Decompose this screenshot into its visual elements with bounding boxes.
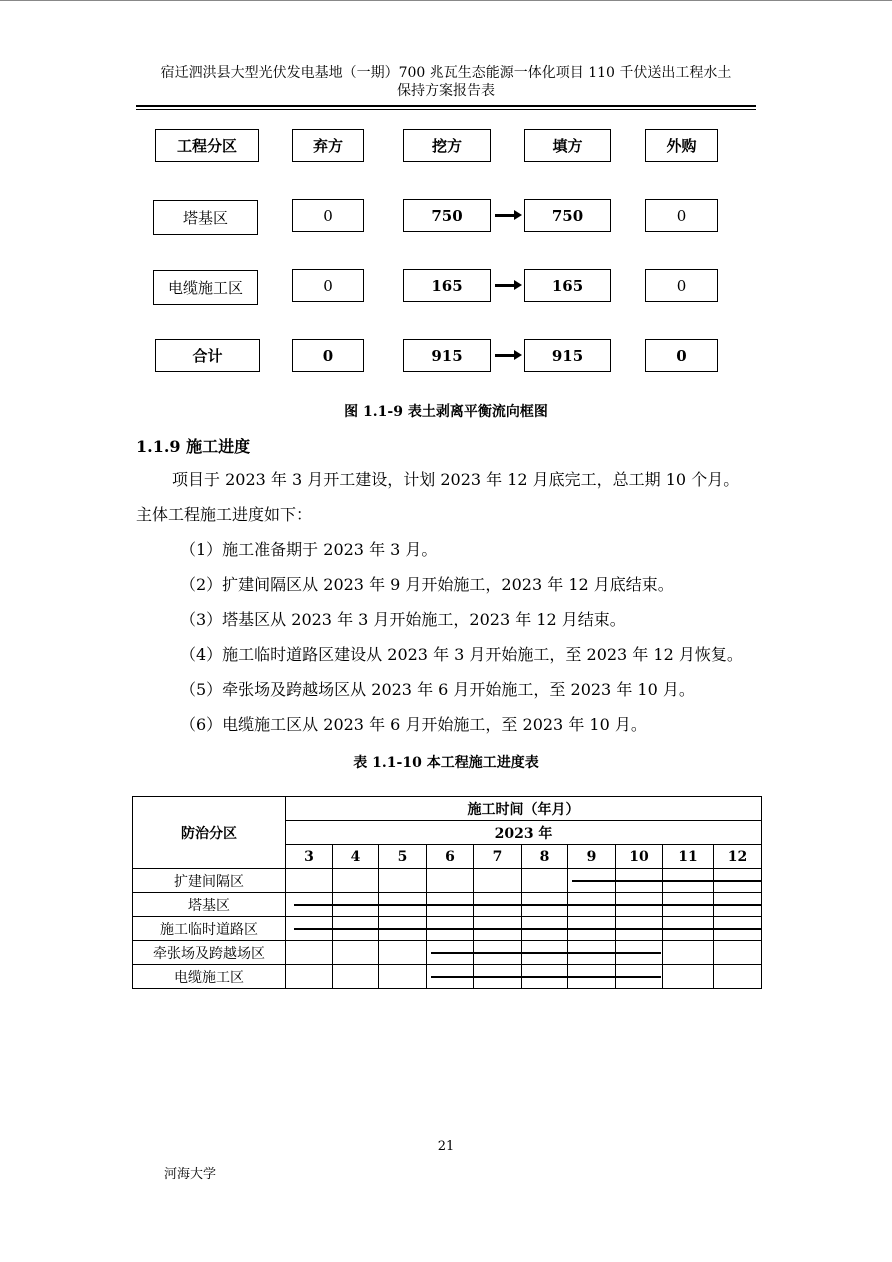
month-header: 10: [616, 845, 663, 869]
zone-name: 塔基区: [133, 893, 286, 917]
month-header: 8: [522, 845, 568, 869]
flow-waigou-cell: 0: [645, 339, 718, 372]
top-border: [0, 0, 892, 1]
zone-name: 牵张场及跨越场区: [133, 941, 286, 965]
flow-area-cell: 电缆施工区: [153, 270, 258, 305]
flow-wafang-cell: 750: [403, 199, 491, 232]
zone-name: 施工临时道路区: [133, 917, 286, 941]
month-header: 7: [474, 845, 522, 869]
list-item: （1）施工准备期于 2023 年 3 月。: [180, 540, 438, 559]
list-item: （5）牵张场及跨越场区从 2023 年 6 月开始施工，至 2023 年 10 月。: [180, 680, 695, 699]
running-header: [136, 64, 756, 100]
flow-wafang-cell: 165: [403, 269, 491, 302]
list-item: （3）塔基区从 2023 年 3 月开始施工，2023 年 12 月结束。: [180, 610, 626, 629]
flow-tianfang-cell: 165: [524, 269, 611, 302]
flow-arrow: [495, 284, 515, 287]
section-heading: 1.1.9 施工进度: [136, 437, 251, 456]
flow-header-wafang: 挖方: [403, 129, 491, 162]
list-item: （4）施工临时道路区建设从 2023 年 3 月开始施工，至 2023 年 12 月恢复。: [180, 645, 743, 664]
flow-header-tianfang: 填方: [524, 129, 611, 162]
header-line-2: 保持方案报告表: [397, 83, 495, 99]
paragraph: 主体工程施工进度如下：: [136, 505, 313, 524]
flow-waigou-cell: 0: [645, 199, 718, 232]
gantt-bar: [294, 928, 762, 930]
gantt-bar: [294, 904, 762, 906]
header-rule-thick: [136, 105, 756, 107]
gantt-bar: [431, 976, 661, 978]
month-header: 12: [714, 845, 762, 869]
month-header: 9: [568, 845, 616, 869]
month-header: 6: [427, 845, 474, 869]
schedule-table: [132, 796, 762, 989]
month-header: 4: [333, 845, 379, 869]
figure-caption: 图 1.1-9 表土剥离平衡流向框图: [344, 404, 548, 420]
flow-tianfang-cell: 750: [524, 199, 611, 232]
gantt-bar: [431, 952, 661, 954]
flow-tianfang-cell: 915: [524, 339, 611, 372]
year-header: 2023 年: [286, 821, 762, 845]
month-header: 11: [663, 845, 714, 869]
header-line-1: 宿迁泗洪县大型光伏发电基地（一期）700 兆瓦生态能源一体化项目 110 千伏送出工程水土: [160, 65, 732, 81]
list-item: （6）电缆施工区从 2023 年 6 月开始施工，至 2023 年 10 月。: [180, 715, 647, 734]
gantt-bar: [572, 880, 762, 882]
flow-header-area: 工程分区: [155, 129, 259, 162]
flow-wafang-cell: 915: [403, 339, 491, 372]
zone-name: 扩建间隔区: [133, 869, 286, 893]
time-header: 施工时间（年月）: [286, 797, 762, 821]
flow-qifang-cell: 0: [292, 269, 364, 302]
flow-header-waigou: 外购: [645, 129, 718, 162]
flow-arrow: [495, 354, 515, 357]
month-header: 5: [379, 845, 427, 869]
header-rule-thin: [136, 109, 756, 110]
zone-name: 电缆施工区: [133, 965, 286, 989]
page-number: 21: [437, 1139, 455, 1154]
flow-area-cell: 合计: [155, 339, 260, 372]
flow-waigou-cell: 0: [645, 269, 718, 302]
flow-area-cell: 塔基区: [153, 200, 258, 235]
month-header: 3: [286, 845, 333, 869]
list-item: （2）扩建间隔区从 2023 年 9 月开始施工，2023 年 12 月底结束。: [180, 575, 674, 594]
flow-arrow: [495, 214, 515, 217]
footer-text: 河海大学: [164, 1167, 217, 1182]
table-caption: 表 1.1-10 本工程施工进度表: [353, 755, 539, 771]
zone-header: 防治分区: [133, 797, 286, 869]
flow-qifang-cell: 0: [292, 339, 364, 372]
flow-qifang-cell: 0: [292, 199, 364, 232]
flow-header-qifang: 弃方: [292, 129, 364, 162]
paragraph: 项目于 2023 年 3 月开工建设，计划 2023 年 12 月底完工，总工期 10 个月。: [172, 470, 740, 489]
